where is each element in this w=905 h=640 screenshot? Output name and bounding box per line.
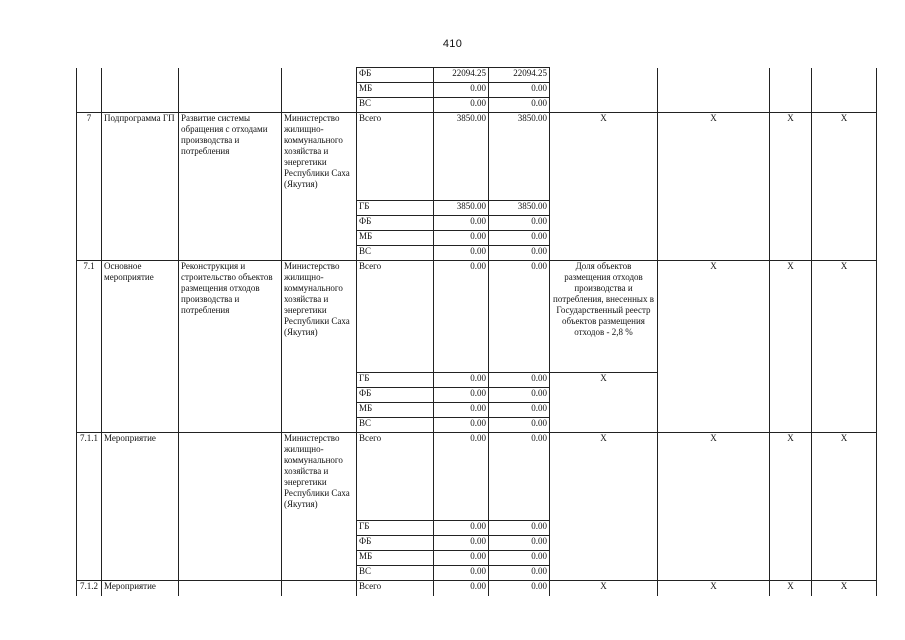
cell-value-1: 0.00 <box>434 418 489 433</box>
cell-value-1: 0.00 <box>434 433 489 521</box>
table-row <box>77 581 877 596</box>
cell-value-1: 0.00 <box>434 521 489 536</box>
cell-value-2: 0.00 <box>489 566 550 581</box>
cell-type <box>102 68 179 113</box>
cell-num: 7 <box>77 113 102 261</box>
cell-executor <box>282 581 357 596</box>
cell-value-2: 0.00 <box>489 581 550 596</box>
cell-type: Подпрограмма ГП <box>102 113 179 261</box>
cell-name <box>179 581 282 596</box>
cell-value-2: 22094.25 <box>489 68 550 83</box>
cell-value-2: 0.00 <box>489 98 550 113</box>
cell-source: ФБ <box>357 68 434 83</box>
cell-value-2: 0.00 <box>489 551 550 566</box>
cell-col9 <box>658 68 770 113</box>
cell-indicator: Х <box>550 581 658 596</box>
cell-col10 <box>770 68 812 113</box>
cell-source: ВС <box>357 566 434 581</box>
cell-value-2: 0.00 <box>489 388 550 403</box>
cell-value-2: 0.00 <box>489 373 550 388</box>
cell-executor <box>282 68 357 113</box>
cell-value-1: 0.00 <box>434 566 489 581</box>
cell-source: МБ <box>357 403 434 418</box>
cell-value-1: 0.00 <box>434 388 489 403</box>
cell-value-1: 0.00 <box>434 216 489 231</box>
cell-source: МБ <box>357 231 434 246</box>
cell-col9: Х <box>658 433 770 581</box>
cell-indicator: Х <box>550 433 658 581</box>
cell-executor: Министерство жилищно-коммунального хозяйства и энергетики Республики Саха (Якутия) <box>282 113 357 261</box>
cell-num: 7.1.2 <box>77 581 102 596</box>
cell-value-1: 3850.00 <box>434 113 489 201</box>
cell-executor: Министерство жилищно-коммунального хозяйства и энергетики Республики Саха (Якутия) <box>282 433 357 581</box>
cell-name: Развитие системы обращения с отходами производства и потребления <box>179 113 282 261</box>
cell-col10: Х <box>770 581 812 596</box>
cell-source: ГБ <box>357 201 434 216</box>
cell-value-1: 0.00 <box>434 536 489 551</box>
cell-col11: Х <box>812 581 877 596</box>
cell-executor: Министерство жилищно-коммунального хозяйства и энергетики Республики Саха (Якутия) <box>282 261 357 433</box>
table-row <box>77 261 877 373</box>
cell-source: ФБ <box>357 536 434 551</box>
cell-indicator <box>550 68 658 113</box>
cell-col9: Х <box>658 113 770 261</box>
cell-type: Мероприятие <box>102 581 179 596</box>
cell-source: ВС <box>357 246 434 261</box>
cell-col10: Х <box>770 113 812 261</box>
cell-num: 7.1.1 <box>77 433 102 581</box>
cell-value-2: 0.00 <box>489 261 550 373</box>
cell-value-1: 0.00 <box>434 246 489 261</box>
cell-name: Реконструкция и строительство объектов размещения отходов производства и потребления <box>179 261 282 433</box>
cell-source: Всего <box>357 433 434 521</box>
cell-value-2: 3850.00 <box>489 201 550 216</box>
cell-source: Всего <box>357 113 434 201</box>
cell-value-2: 3850.00 <box>489 113 550 201</box>
cell-col9: Х <box>658 261 770 433</box>
cell-indicator: Х <box>550 113 658 261</box>
cell-source: МБ <box>357 83 434 98</box>
cell-value-1: 0.00 <box>434 581 489 596</box>
cell-indicator: Х <box>550 373 658 433</box>
cell-value-1: 0.00 <box>434 403 489 418</box>
cell-source: ВС <box>357 418 434 433</box>
cell-source: МБ <box>357 551 434 566</box>
cell-value-2: 0.00 <box>489 433 550 521</box>
cell-value-1: 3850.00 <box>434 201 489 216</box>
cell-source: ГБ <box>357 373 434 388</box>
cell-value-2: 0.00 <box>489 536 550 551</box>
cell-col10: Х <box>770 433 812 581</box>
table-row <box>77 433 877 521</box>
cell-col11: Х <box>812 433 877 581</box>
cell-value-1: 0.00 <box>434 261 489 373</box>
cell-type: Мероприятие <box>102 433 179 581</box>
table-row <box>77 113 877 201</box>
cell-indicator: Доля объектов размещения отходов производства и потребления, внесенных в Государственный реестр объектов размещения отходов - 2,8 % <box>550 261 658 373</box>
table-row <box>77 68 877 83</box>
cell-col9: Х <box>658 581 770 596</box>
cell-type: Основное мероприятие <box>102 261 179 433</box>
cell-value-1: 0.00 <box>434 373 489 388</box>
cell-name <box>179 433 282 581</box>
cell-value-2: 0.00 <box>489 246 550 261</box>
cell-source: Всего <box>357 581 434 596</box>
cell-col10: Х <box>770 261 812 433</box>
cell-value-1: 0.00 <box>434 98 489 113</box>
cell-col11 <box>812 68 877 113</box>
budget-table <box>76 67 877 596</box>
cell-name <box>179 68 282 113</box>
cell-source: ВС <box>357 98 434 113</box>
page-number: 410 <box>442 38 463 50</box>
cell-source: Всего <box>357 261 434 373</box>
cell-value-2: 0.00 <box>489 231 550 246</box>
cell-source: ГБ <box>357 521 434 536</box>
cell-source: ФБ <box>357 388 434 403</box>
cell-num <box>77 68 102 113</box>
cell-value-2: 0.00 <box>489 521 550 536</box>
cell-value-1: 0.00 <box>434 551 489 566</box>
cell-value-2: 0.00 <box>489 403 550 418</box>
cell-num: 7.1 <box>77 261 102 433</box>
cell-value-1: 0.00 <box>434 231 489 246</box>
cell-value-1: 22094.25 <box>434 68 489 83</box>
cell-value-2: 0.00 <box>489 418 550 433</box>
cell-col11: Х <box>812 113 877 261</box>
cell-value-2: 0.00 <box>489 83 550 98</box>
cell-value-1: 0.00 <box>434 83 489 98</box>
cell-value-2: 0.00 <box>489 216 550 231</box>
cell-source: ФБ <box>357 216 434 231</box>
cell-col11: Х <box>812 261 877 433</box>
